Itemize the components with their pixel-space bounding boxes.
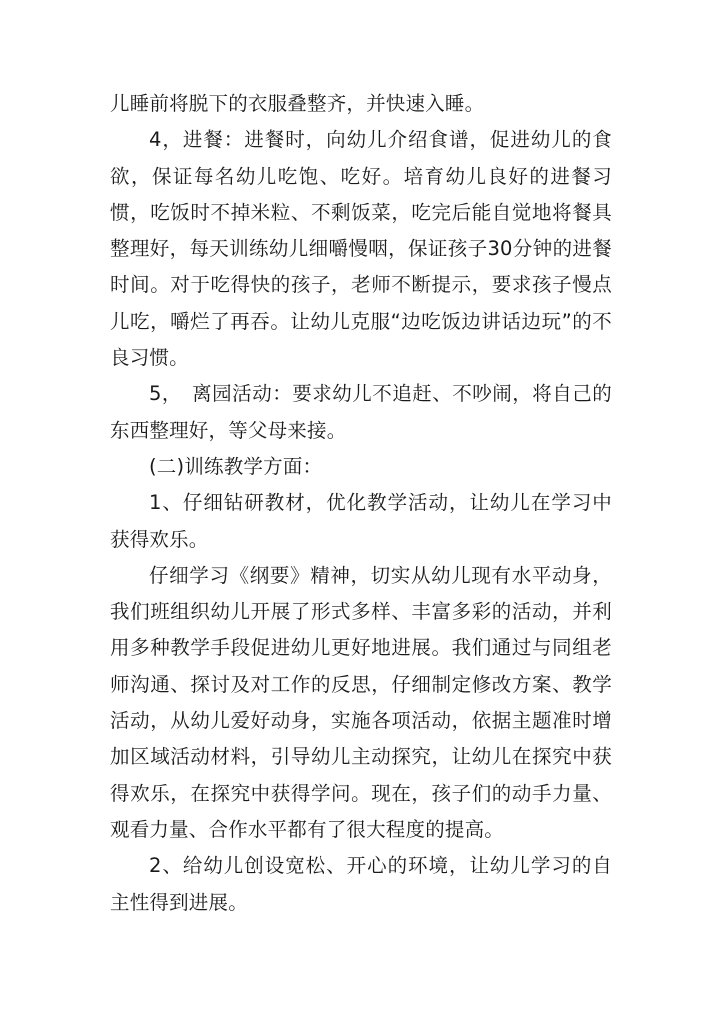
paragraph-bedtime-continued: 儿睡前将脱下的衣服叠整齐，并快速入睡。	[110, 92, 485, 115]
document-body	[110, 86, 612, 921]
paragraph-leaving-kindergarten: 5， 离园活动：要求幼儿不追赶、不吵闹，将自己的东西整理好，等父母来接。	[110, 382, 612, 442]
paragraph-meals: 4，进餐：进餐时，向幼儿介绍食谱，促进幼儿的食欲，保证每名幼儿吃饱、吃好。培育幼儿良好的进餐习惯，吃饭时不掉米粒、不剩饭菜，吃完后能自觉地将餐具整理好，每天训练幼儿细嚼慢咽，保证孩子30分钟的进餐时间。对于吃得快的孩子，老师不断提示，要求孩子慢点儿吃，嚼烂了再吞。让幼儿克服“边吃饭边讲话边玩”的不良习惯。	[110, 128, 612, 370]
paragraph-study-materials: 1、仔细钻研教材，优化教学活动，让幼儿在学习中获得欢乐。	[110, 491, 612, 551]
section-heading-teaching: (二)训练教学方面：	[149, 454, 323, 478]
paragraph-relaxed-environment: 2、给幼儿创设宽松、开心的环境，让幼儿学习的自主性得到进展。	[110, 854, 612, 914]
paragraph-outline-study: 仔细学习《纲要》精神，切实从幼儿现有水平动身，我们班组织幼儿开展了形式多样、丰富多彩的活动，并利用多种教学手段促进幼儿更好地进展。我们通过与同组老师沟通、探讨及对工作的反思，仔细制定修改方案、教学活动，从幼儿爱好动身，实施各项活动，依据主题准时增加区域活动材料，引导幼儿主动探究，让幼儿在探究中获得欢乐，在探究中获得学问。现在，孩子们的动手力量、观看力量、合作水平都有了很大程度的提高。	[110, 563, 612, 841]
